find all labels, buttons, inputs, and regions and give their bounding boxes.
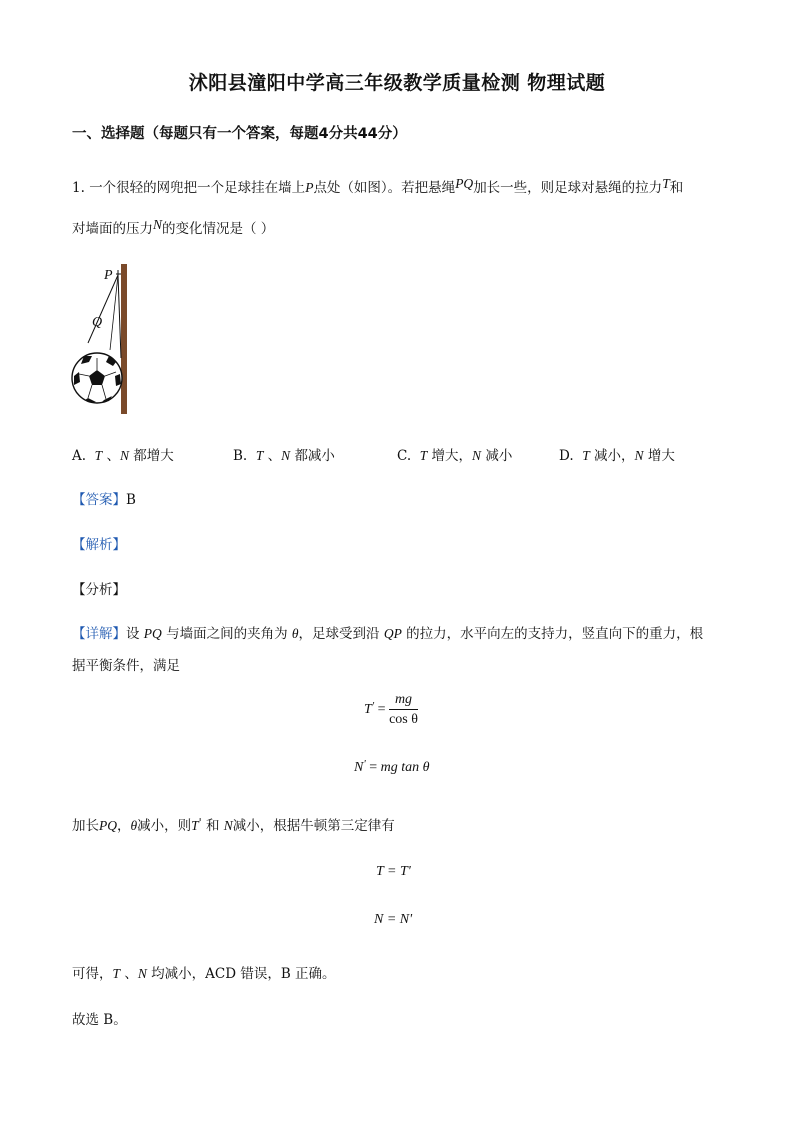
figure-ball-on-wall bbox=[68, 258, 148, 418]
rope-right bbox=[118, 275, 121, 358]
answer-label: 【答案】 bbox=[72, 492, 126, 508]
option-b: B. T 、N 都减小 bbox=[233, 448, 335, 464]
option-a: A. T 、N 都增大 bbox=[72, 448, 174, 464]
section-heading: 一、选择题（每题只有一个答案，每题4分共44分） bbox=[72, 126, 407, 142]
option-d: D. T 减小，N 增大 bbox=[559, 448, 675, 464]
wall bbox=[121, 264, 127, 414]
formula-t-equal: T = T' bbox=[376, 864, 411, 879]
fenxi-label: 【分析】 bbox=[72, 582, 126, 598]
rope-left bbox=[88, 275, 118, 343]
answer-value: B bbox=[126, 492, 136, 508]
formula-tension: T' = $\frac{mg}{\text{cos θ}}$ bbox=[364, 692, 418, 727]
detail-line-1: 【详解】设 PQ 与墙面之间的夹角为 θ，足球受到沿 QP 的拉力，水平向左的支持力，竖直向下的重力，根 bbox=[72, 626, 704, 642]
conclusion-line: 可得，T 、N 均减小，ACD 错误，B 正确。 bbox=[72, 966, 336, 982]
question-number: 1. bbox=[72, 180, 85, 196]
formula-n-equal: N = N' bbox=[374, 912, 413, 927]
question-line-2: 对墙面的压力N的变化情况是（ ） bbox=[72, 217, 275, 237]
page-title: 沭阳县潼阳中学高三年级教学质量检测 物理试题 bbox=[188, 72, 606, 94]
answer-line bbox=[72, 488, 136, 508]
label-P: P bbox=[104, 268, 113, 283]
final-choice: 故选 B。 bbox=[72, 1012, 127, 1028]
lengthen-line: 加长PQ，θ减小，则T' 和 N减小，根据牛顿第三定律有 bbox=[72, 816, 395, 834]
option-c: C. T 增大，N 减小 bbox=[397, 448, 513, 464]
soccer-ball-icon bbox=[72, 353, 122, 403]
question-line-1: 1. 一个很轻的网兜把一个足球挂在墙上P点处（如图）。若把悬绳PQ加长一些，则足球对悬绳的拉力T和 bbox=[72, 176, 684, 196]
formula-normal: N' = mg tan θ bbox=[354, 758, 430, 775]
analysis-label: 【解析】 bbox=[72, 537, 126, 553]
label-Q: Q bbox=[92, 315, 103, 330]
detail-line-2: 据平衡条件，满足 bbox=[72, 658, 180, 674]
